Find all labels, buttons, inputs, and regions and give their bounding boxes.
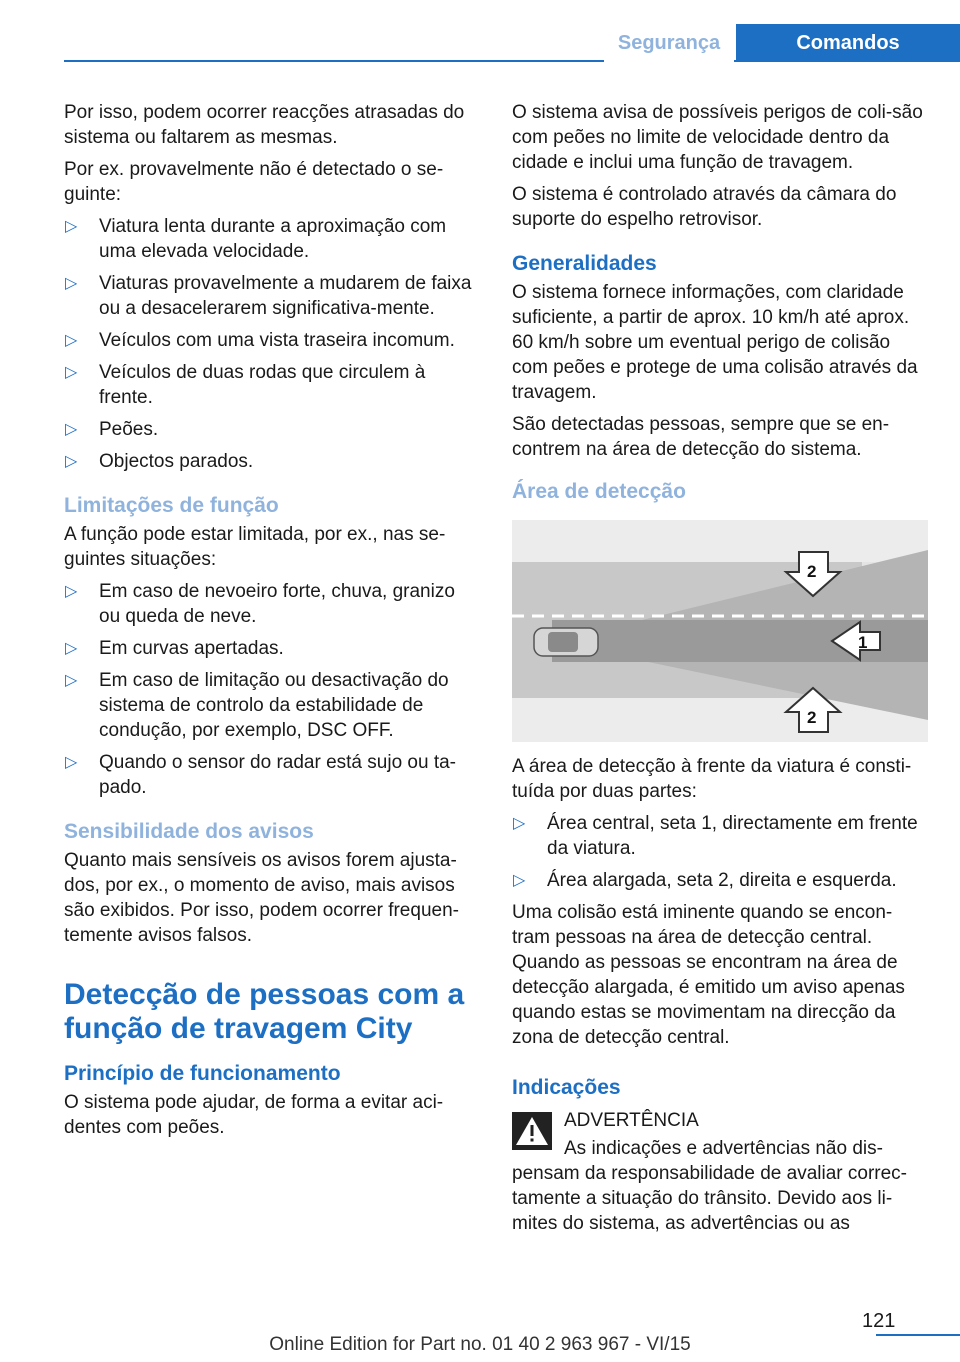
- heading-indicacoes: Indicações: [512, 1076, 621, 1099]
- page-number: 121: [862, 1310, 896, 1332]
- heading-limitacoes: Limitações de função: [64, 494, 279, 517]
- paragraph: Por isso, podem ocorrer reacções atrasadas do sistema ou faltarem as mesmas.: [64, 102, 465, 148]
- list-item: ▷ Em caso de limitação ou desactivação do sistema de controlo da estabilidade de condução, por exemplo, DSC OFF.: [64, 668, 479, 743]
- warning-title: ADVERTÊNCIA: [564, 1110, 699, 1131]
- tab-comandos[interactable]: Comandos: [736, 24, 960, 62]
- car-icon: [534, 628, 598, 656]
- list-item: ▷ Quando o sensor do radar está sujo ou ta-pado.: [64, 750, 479, 800]
- list-item: ▷ Objectos parados.: [64, 449, 479, 474]
- list-item: ▷ Peões.: [64, 417, 479, 442]
- list-item: ▷ Viatura lenta durante a aproximação com uma elevada velocidade.: [64, 214, 479, 264]
- tab-seguranca[interactable]: Segurança: [604, 24, 734, 62]
- left-column: [64, 100, 479, 1147]
- svg-text:2: 2: [807, 708, 817, 727]
- heading-principio: Princípio de funcionamento: [64, 1062, 341, 1085]
- right-column: [512, 100, 927, 1243]
- paragraph: Quanto mais sensíveis os avisos forem ajusta-dos, por ex., o momento de aviso, mais avisos são exibidos. Por isso, podem ocorrer frequen-temente avisos falsos.: [64, 850, 459, 946]
- list-item: ▷ Veículos com uma vista traseira incomum.: [64, 328, 479, 353]
- list-item: ▷ Área alargada, seta 2, direita e esquerda.: [512, 868, 927, 893]
- paragraph: São detectadas pessoas, sempre que se en-contrem na área de detecção do sistema.: [512, 414, 890, 460]
- not-detected-list: [64, 214, 479, 474]
- list-item: ▷ Em curvas apertadas.: [64, 636, 479, 661]
- footer-edition: Online Edition for Part no. 01 40 2 963 967 - VI/15: [269, 1334, 691, 1355]
- paragraph: O sistema avisa de possíveis perigos de coli-são com peões no limite de velocidade dentro da cidade e inclui uma função de travagem.: [512, 102, 923, 173]
- paragraph: Por ex. provavelmente não é detectado o se-guinte:: [64, 159, 444, 205]
- list-item: ▷ Área central, seta 1, directamente em frente da viatura.: [512, 811, 927, 861]
- detection-area-diagram: [512, 520, 928, 742]
- heading-main: Detecção de pessoas com a função de travagem City: [64, 978, 465, 1045]
- paragraph: A área de detecção à frente da viatura é consti-tuída por duas partes:: [512, 756, 912, 802]
- warning-icon: [512, 1112, 552, 1150]
- warning-block: [512, 1108, 927, 1158]
- list-item: ▷ Viaturas provavelmente a mudarem de faixa ou a desacelerarem significativa-mente.: [64, 271, 479, 321]
- limitations-list: [64, 579, 479, 800]
- paragraph: O sistema fornece informações, com claridade suficiente, a partir de aprox. 10 km/h até aprox. 60 km/h sobre um eventual perigo de colisão com peões e protege de uma colisão através da travagem.: [512, 282, 918, 403]
- warning-text: As indicações e advertências não dis-pensam da responsabilidade de avaliar correc-tamente a situação do trânsito. Devido aos li-mites do sistema, as advertências ou as: [512, 1138, 908, 1234]
- svg-text:2: 2: [807, 562, 817, 581]
- paragraph: A função pode estar limitada, por ex., nas se-guintes situações:: [64, 524, 446, 570]
- heading-sensibilidade: Sensibilidade dos avisos: [64, 820, 314, 843]
- paragraph: O sistema é controlado através da câmara do suporte do espelho retrovisor.: [512, 184, 897, 230]
- heading-generalidades: Generalidades: [512, 252, 657, 275]
- paragraph: Uma colisão está iminente quando se encon-tram pessoas na área de detecção central. Quando as pessoas se encontram na área de detecção alargada, é emitido um aviso apenas quando estas se movimentam na direcção da zona de detecção central.: [512, 902, 905, 1048]
- svg-text:1: 1: [858, 633, 868, 652]
- list-item: ▷ Em caso de nevoeiro forte, chuva, granizo ou queda de neve.: [64, 579, 479, 629]
- area-list: [512, 811, 927, 893]
- list-item: ▷ Veículos de duas rodas que circulem à frente.: [64, 360, 479, 410]
- paragraph: O sistema pode ajudar, de forma a evitar aci-dentes com peões.: [64, 1092, 444, 1138]
- heading-area: Área de detecção: [512, 480, 686, 503]
- detection-area-figure: [512, 520, 928, 742]
